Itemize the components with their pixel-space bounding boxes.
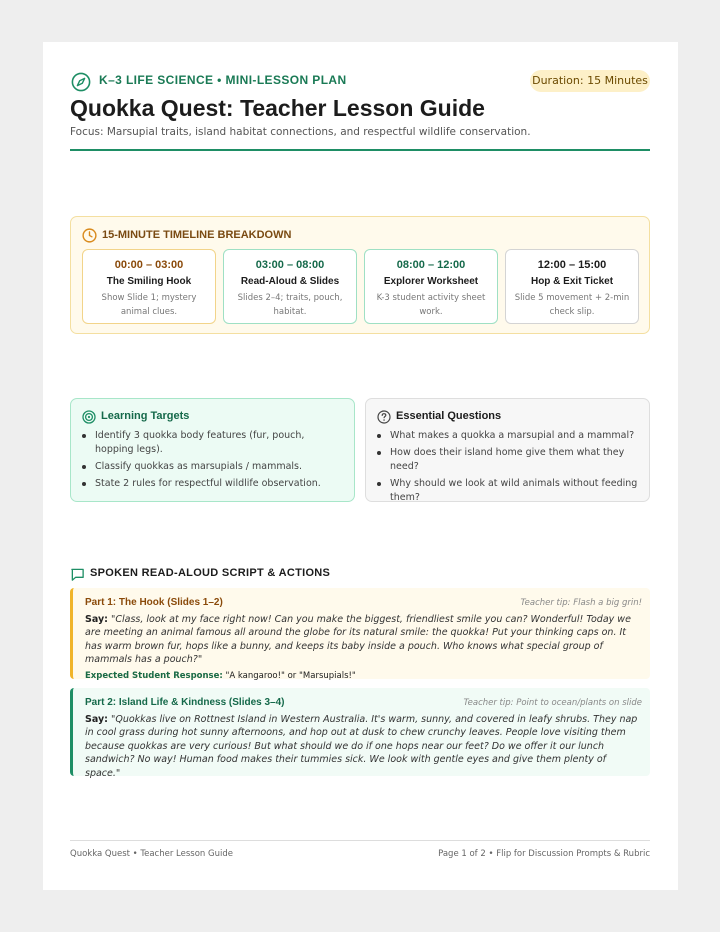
timeline-segment bbox=[223, 249, 357, 324]
segment-time: 08:00 – 12:00 bbox=[396, 259, 466, 271]
lesson-kicker: K–3 LIFE SCIENCE • MINI-LESSON PLAN bbox=[99, 73, 347, 87]
learning-targets-list bbox=[82, 429, 344, 494]
list-item: Identify 3 quokka body features (fur, pouch, hopping legs). bbox=[82, 429, 344, 457]
timeline-segment bbox=[505, 249, 639, 324]
say-text: "Class, look at my face right now! Can you make the biggest, friendliest smile you can? Wonderful! Today we are meeting an animal famous all around the globe for its natural smile: the quokka! Put your thinking caps on. It has warm brown fur, hops like a bunny, and keeps its baby inside a pouch. Who knows what special group of mammals has a pouch?" bbox=[85, 614, 631, 666]
learning-targets-heading: Learning Targets bbox=[101, 410, 190, 422]
expected-response bbox=[85, 671, 640, 681]
essential-questions-list bbox=[377, 429, 639, 508]
question-icon bbox=[377, 410, 391, 424]
segment-name: Read-Aloud & Slides bbox=[240, 276, 340, 287]
lesson-page bbox=[43, 42, 678, 890]
page-title: Quokka Quest: Teacher Lesson Guide bbox=[70, 95, 485, 121]
response-label: Expected Student Response: bbox=[85, 670, 223, 681]
list-item: State 2 rules for respectful wildlife observation. bbox=[82, 477, 344, 491]
learning-targets-panel bbox=[70, 398, 355, 502]
segment-description: K-3 student activity sheet work. bbox=[376, 293, 486, 317]
segment-description: Slide 5 movement + 2-min check slip. bbox=[514, 293, 630, 317]
list-item: How does their island home give them what they need? bbox=[377, 446, 639, 474]
duration-badge: Duration: 15 Minutes bbox=[530, 70, 650, 92]
header-divider bbox=[70, 149, 650, 151]
focus-statement: Focus: Marsupial traits, island habitat connections, and respectful wildlife conservation. bbox=[70, 126, 531, 138]
response-text: "A kangaroo!" or "Marsupials!" bbox=[225, 670, 356, 681]
footer-divider bbox=[70, 840, 650, 841]
say-block bbox=[85, 713, 640, 780]
say-text: "Quokkas live on Rottnest Island in Western Australia. It's warm, sunny, and covered in leafy shrubs. They nap in cool grass during hot sunny afternoons, and hop out at dusk to chew crunchy leaves. People love visiting them because quokkas are very curious! But what should we do if one hops near our feet? Do we offer it our lunch sandwich? No way! Human food makes their tummies sick. We look with gentle eyes and give them plenty of space." bbox=[85, 714, 638, 779]
essential-questions-panel bbox=[365, 398, 650, 502]
compass-icon bbox=[71, 72, 91, 92]
footer-page-info: Page 1 of 2 • Flip for Discussion Prompts & Rubric bbox=[438, 849, 650, 859]
script-part-2 bbox=[70, 688, 650, 779]
say-label: Say: bbox=[85, 614, 108, 625]
list-item: What makes a quokka a marsupial and a mammal? bbox=[377, 429, 639, 443]
teacher-tip: Teacher tip: Point to ocean/plants on slide bbox=[463, 698, 642, 708]
part-title: Part 1: The Hook (Slides 1–2) bbox=[85, 597, 223, 608]
timeline-segment bbox=[82, 249, 216, 324]
teacher-tip: Teacher tip: Flash a big grin! bbox=[520, 598, 642, 608]
segment-time: 03:00 – 08:00 bbox=[255, 259, 325, 271]
segment-description: Slides 2–4; traits, pouch, habitat. bbox=[237, 293, 343, 317]
script-heading: SPOKEN READ-ALOUD SCRIPT & ACTIONS bbox=[90, 567, 331, 579]
timeline-heading: 15-MINUTE TIMELINE BREAKDOWN bbox=[102, 229, 292, 241]
timeline-segment bbox=[364, 249, 498, 324]
part-title: Part 2: Island Life & Kindness (Slides 3–4) bbox=[85, 697, 285, 708]
essential-questions-heading: Essential Questions bbox=[396, 410, 502, 422]
segment-name: Explorer Worksheet bbox=[383, 276, 479, 287]
list-item: Why should we look at wild animals without feeding them? bbox=[377, 477, 639, 505]
say-block bbox=[85, 613, 640, 667]
list-item: Classify quokkas as marsupials / mammals. bbox=[82, 460, 344, 474]
clock-icon bbox=[82, 228, 97, 243]
say-label: Say: bbox=[85, 714, 108, 725]
segment-time: 00:00 – 03:00 bbox=[114, 259, 184, 271]
target-icon bbox=[82, 410, 96, 424]
speech-bubble-icon bbox=[70, 567, 85, 582]
segment-time: 12:00 – 15:00 bbox=[537, 259, 607, 271]
segment-description: Show Slide 1; mystery animal clues. bbox=[101, 293, 197, 317]
segment-name: The Smiling Hook bbox=[106, 276, 192, 287]
footer-title: Quokka Quest • Teacher Lesson Guide bbox=[70, 849, 233, 859]
segment-name: Hop & Exit Ticket bbox=[530, 276, 614, 287]
script-part-1 bbox=[70, 588, 650, 679]
timeline-section bbox=[70, 216, 650, 334]
